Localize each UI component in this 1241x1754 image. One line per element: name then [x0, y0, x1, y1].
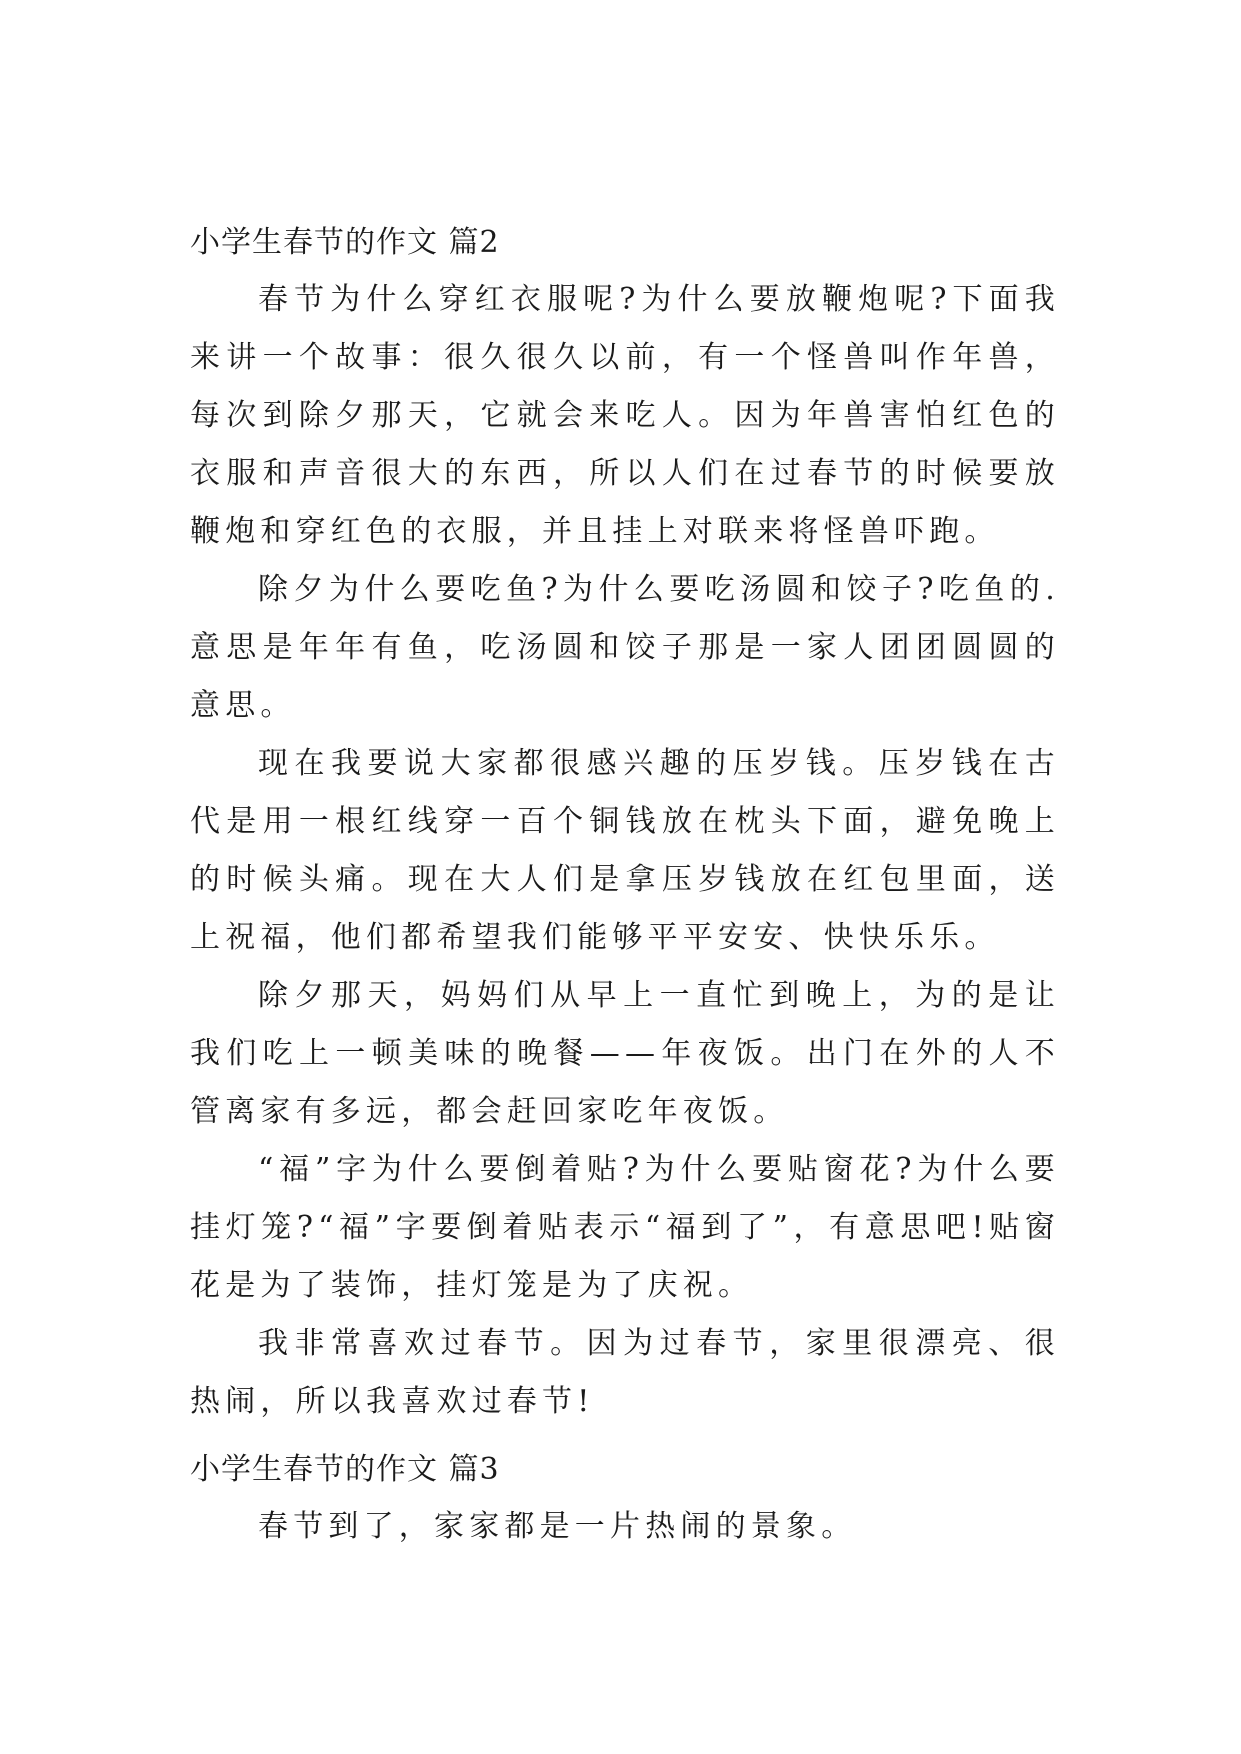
paragraph: “福”字为什么要倒着贴?为什么要贴窗花?为什么要挂灯笼?“福”字要倒着贴表示“福到了”，有意思吧!贴窗花是为了装饰，挂灯笼是为了庆祝。	[190, 1152, 1060, 1303]
essay-section-3	[190, 1442, 1060, 1556]
paragraph: 除夕那天，妈妈们从早上一直忙到晚上，为的是让我们吃上一顿美味的晚餐——年夜饭。出门在外的人不管离家有多远，都会赶回家吃年夜饭。	[190, 978, 1060, 1129]
paragraph: 除夕为什么要吃鱼?为什么要吃汤圆和饺子?吃鱼的.意思是年年有鱼，吃汤圆和饺子那是一家人团团圆圆的意思。	[190, 572, 1060, 723]
section-heading: 小学生春节的作文 篇3	[190, 1452, 500, 1487]
paragraph: 春节为什么穿红衣服呢?为什么要放鞭炮呢?下面我来讲一个故事：很久很久以前，有一个怪兽叫作年兽，每次到除夕那天，它就会来吃人。因为年兽害怕红色的衣服和声音很大的东西，所以人们在过春节的时候要放鞭炮和穿红色的衣服，并且挂上对联来将怪兽吓跑。	[190, 282, 1060, 549]
paragraph: 现在我要说大家都很感兴趣的压岁钱。压岁钱在古代是用一根红线穿一百个铜钱放在枕头下面，避免晚上的时候头痛。现在大人们是拿压岁钱放在红包里面，送上祝福，他们都希望我们能够平平安安、快快乐乐。	[190, 746, 1060, 955]
essay-section-2	[190, 215, 1060, 1431]
paragraph: 春节到了，家家都是一片热闹的景象。	[258, 1509, 857, 1544]
paragraph: 我非常喜欢过春节。因为过春节，家里很漂亮、很热闹，所以我喜欢过春节!	[190, 1326, 1060, 1419]
section-heading: 小学生春节的作文 篇2	[190, 225, 500, 260]
